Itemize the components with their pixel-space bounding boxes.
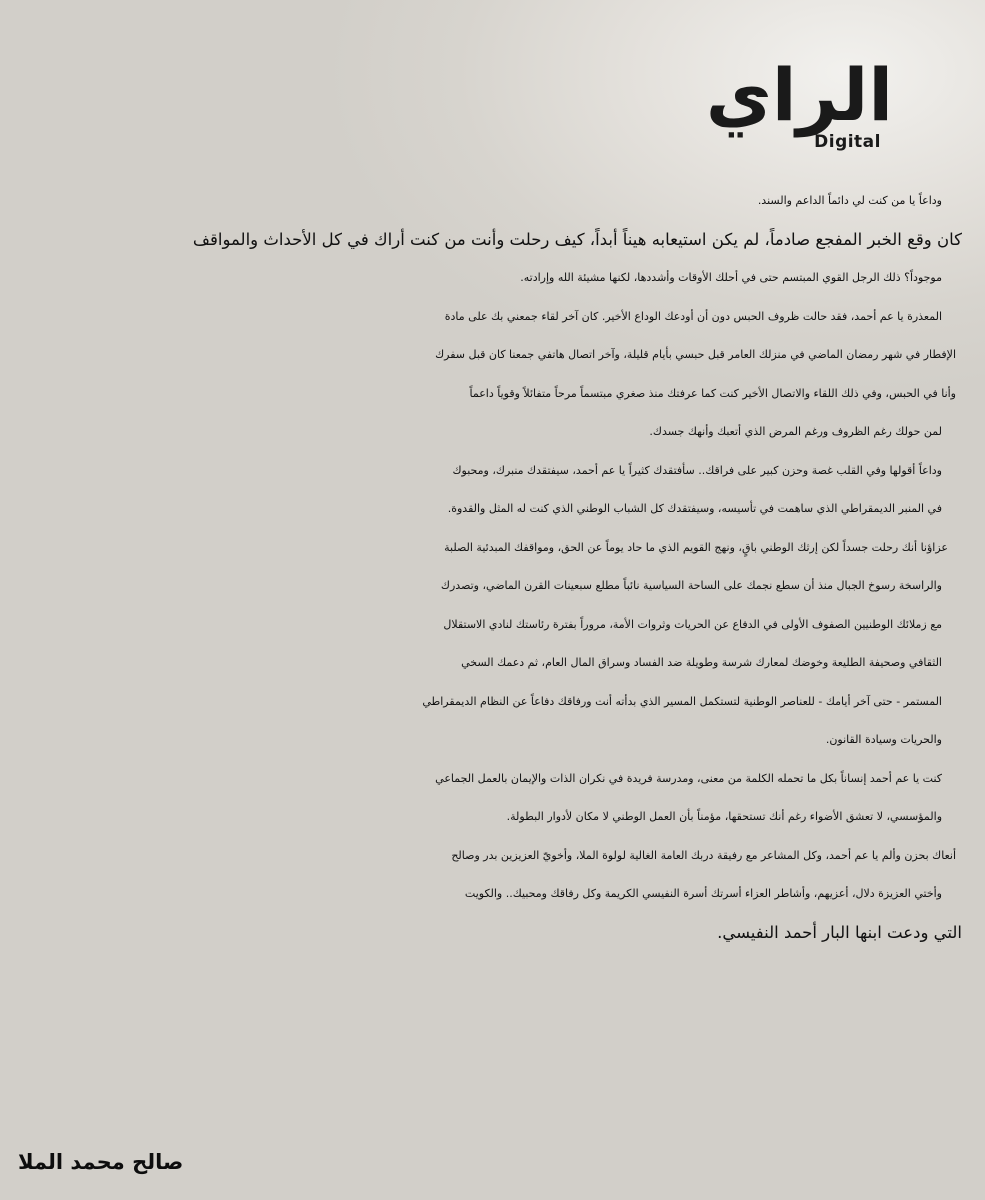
letter-line: الثقافي وصحيفة الطليعة وخوضك لمعارك شرسة وطويلة ضد الفساد وسراق المال العام، ثم دعمك السخي: [461, 656, 942, 669]
letter-line: مع زملائك الوطنيين الصفوف الأولى في الدفاع عن الحريات وثروات الأمة، مروراً بفترة رئاستك لنادي الاستقلال: [443, 617, 942, 631]
letter-line: المستمر - حتى آخر أيامك - للعناصر الوطنية لتستكمل المسير الذي بدأته أنت ورفاقك دفاعاً عن النظام الديمقراطي: [422, 694, 942, 708]
letter-line: والراسخة رسوخ الجبال منذ أن سطع نجمك على الساحة السياسية نائباً مطلع سبعينات القرن الماضي، وتصدرك: [440, 579, 942, 592]
letter-line: المعذرة يا عم أحمد، فقد حالت ظروف الحبس دون أن أودعك الوداع الأخير. كان آخر لقاء جمعني بك على مادة: [444, 309, 942, 323]
letter-line: وداعاً أقولها وفي القلب غصة وحزن كبير على فراقك.. سأفتقدك كثيراً يا عم أحمد، سيفتقدك منبرك، ومحبوك: [452, 463, 942, 477]
letter-line: وأنا في الحبس، وفي ذلك اللقاء والاتصال الأخير كنت كما عرفتك منذ صغري مبتسماً مرحاً متفائلاً وقوياً داعماً: [469, 386, 956, 400]
letter-line: عزاؤنا أنك رحلت جسداً لكن إرثك الوطني باقٍ، ونهج القويم الذي ما حاد يوماً عن الحق، ومواقفك المبدئية الصلبة: [444, 540, 948, 554]
logo-subtitle: Digital: [814, 132, 881, 152]
letter-line: الإفطار في شهر رمضان الماضي في منزلك العامر قبل حبسي بأيام قليلة، وآخر اتصال هاتفي جمعنا كان قبل سفرك: [435, 348, 956, 361]
letter-line: وداعاً يا من كنت لي دائماً الداعم والسند.: [757, 194, 942, 207]
letter-line: وأختي العزيزة دلال، أعزيهم، وأشاطر العزاء أسرتك أسرة النفيسي الكريمة وكل رفاقك ومحبيك.. والكويت: [464, 887, 942, 900]
letter-line: أنعاك بحزن وألم يا عم أحمد، وكل المشاعر مع رفيقة دربك العامة الغالية لولوة الملا، وأخويّ العزيزين بدر وصالح: [451, 848, 956, 862]
letter-line: موجوداً؟ ذلك الرجل القوي المبتسم حتى في أحلك الأوقات وأشددها، لكنها مشيئة الله وإرادته.: [520, 271, 942, 284]
letter-line: التي ودعت ابنها البار أحمد النفيسي.: [717, 922, 962, 942]
letter-line: لمن حولك رغم الظروف ورغم المرض الذي أتعبك وأنهك جسدك.: [649, 425, 942, 438]
logo-wordmark: الراي: [705, 53, 893, 137]
letter-line: كان وقع الخبر المفجع صادماً، لم يكن استيعابه هيناً أبداً، كيف رحلت وأنت من كنت أراك في كل الأحداث والمواقف: [192, 229, 962, 249]
letter-body: [22, 182, 962, 952]
letter-line: والحريات وسيادة القانون.: [825, 733, 942, 746]
letter-line: والمؤسسي، لا تعشق الأضواء رغم أنك تستحقها، مؤمناً بأن العمل الوطني لا مكان لأدوار البطولة.: [506, 810, 942, 823]
letter-line: في المنبر الديمقراطي الذي ساهمت في تأسيسه، وسيفتقدك كل الشباب الوطني الذي كنت له المثل والقدوة.: [447, 502, 942, 515]
signature: صالح محمد الملا: [18, 1150, 184, 1174]
alrai-digital-logo: [705, 53, 893, 158]
letter-line: كنت يا عم أحمد إنساناً بكل ما تحمله الكلمة من معنى، ومدرسة فريدة في نكران الذات والإيمان بالعمل الجماعي: [435, 771, 942, 785]
